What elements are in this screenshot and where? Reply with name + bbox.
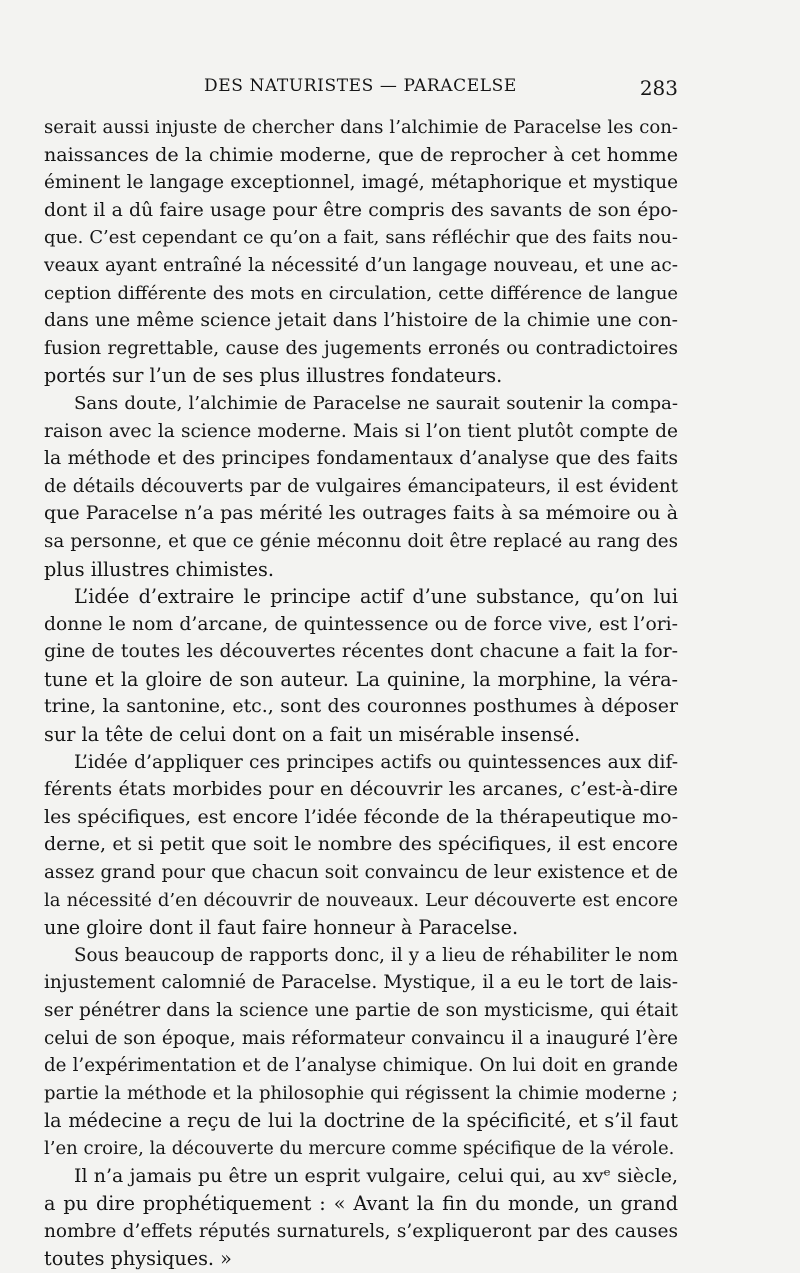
text-line: l’en croire, la découverte du mercure comme spécifique de la vérole.	[44, 1137, 675, 1159]
text-line: une gloire dont il faut faire honneur à Paracelse.	[44, 916, 519, 940]
text-line: serait aussi injuste de chercher dans l’alchimie de Paracelse les con-	[44, 117, 678, 138]
text-line: la nécessité d’en découvrir de nouveaux. Leur découverte est encore	[44, 889, 678, 911]
running-head: DES NATURISTES — PARACELSE	[204, 76, 517, 96]
text-line: Sous beaucoup de rapports donc, il y a lieu de réhabiliter le nom	[74, 944, 678, 966]
text-line: gine de toutes les découvertes récentes dont chacune a fait la for-	[44, 641, 678, 663]
text-line: toutes physiques. »	[44, 1247, 232, 1271]
text-line: que Paracelse n’a pas mérité les outrages faits à sa mémoire ou à	[44, 502, 678, 525]
text-line: ception différente des mots en circulation, cette différence de langue	[44, 282, 678, 304]
text-line: de l’expérimentation et de l’analyse chimique. On lui doit en grande	[44, 1055, 678, 1077]
text-line: les spécifiques, est encore l’idée féconde de la thérapeutique mo-	[44, 805, 678, 828]
text-line: plus illustres chimistes.	[44, 557, 274, 581]
text-line: derne, et si petit que soit le nombre des spécifiques, il est encore	[44, 833, 678, 856]
text-line: dont il a dû faire usage pour être compris des savants de son épo-	[44, 199, 678, 221]
text-line: de détails découverts par de vulgaires émancipateurs, il est évident	[44, 475, 678, 497]
text-line: naissances de la chimie moderne, que de reprocher à cet homme	[44, 143, 678, 166]
text-line: férents états morbides pour en découvrir les arcanes, c’est-à-dire	[44, 778, 678, 801]
text-line: la médecine a reçu de lui la doctrine de la spécificité, et s’il faut	[44, 1109, 678, 1133]
text-line: que. C’est cependant ce qu’on a fait, sans réfléchir que des faits nou-	[44, 227, 678, 249]
text-line: raison avec la science moderne. Mais si l’on tient plutôt compte de	[44, 420, 678, 442]
page-number: 283	[639, 76, 678, 100]
page-header	[44, 76, 678, 104]
text-line: sa personne, et que ce génie méconnu doit être replacé au rang des	[44, 530, 678, 552]
text-line: tune et la gloire de son auteur. La quinine, la morphine, la véra-	[44, 667, 678, 691]
text-line: nombre d’effets réputés surnaturels, s’expliqueront par des causes	[44, 1220, 678, 1242]
text-line: veaux ayant entraîné la nécessité d’un langage nouveau, et une ac-	[44, 254, 678, 276]
text-line: la méthode et des principes fondamentaux d’analyse que des faits	[44, 448, 678, 470]
text-line: partie la méthode et la philosophie qui régissent la chimie moderne ;	[44, 1082, 678, 1104]
text-line: L’idée d’extraire le principe actif d’une substance, qu’on lui	[74, 585, 678, 609]
text-line: dans une même science jetait dans l’histoire de la chimie une con-	[44, 310, 678, 332]
text-line: injustement calomnié de Paracelse. Mystique, il a eu le tort de lais-	[44, 972, 678, 994]
text-line: ser pénétrer dans la science une partie de son mysticisme, qui était	[44, 1000, 678, 1021]
text-line: Sans doute, l’alchimie de Paracelse ne saurait soutenir la compa-	[74, 392, 678, 414]
text-line: L’idée d’appliquer ces principes actifs ou quintessences aux dif-	[74, 751, 678, 773]
text-line: assez grand pour que chacun soit convaincu de leur existence et de	[44, 862, 678, 884]
text-line: fusion regrettable, cause des jugements erronés ou contradictoires	[44, 337, 678, 359]
text-line: Il n’a jamais pu être un esprit vulgaire, celui qui, au xvᵉ siècle,	[74, 1164, 678, 1187]
text-line: éminent le langage exceptionnel, imagé, métaphorique et mystique	[44, 172, 678, 194]
text-line: donne le nom d’arcane, de quintessence ou de force vive, est l’ori-	[44, 613, 678, 635]
text-line: portés sur l’un de ses plus illustres fondateurs.	[44, 364, 503, 388]
text-line: sur la tête de celui dont on a fait un misérable insensé.	[44, 723, 581, 747]
text-line: a pu dire prophétiquement : « Avant la fin du monde, un grand	[44, 1192, 678, 1216]
body-text	[44, 114, 678, 1273]
text-line: celui de son époque, mais réformateur convaincu il a inauguré l’ère	[44, 1027, 678, 1049]
text-line: trine, la santonine, etc., sont des couronnes posthumes à déposer	[44, 695, 678, 718]
